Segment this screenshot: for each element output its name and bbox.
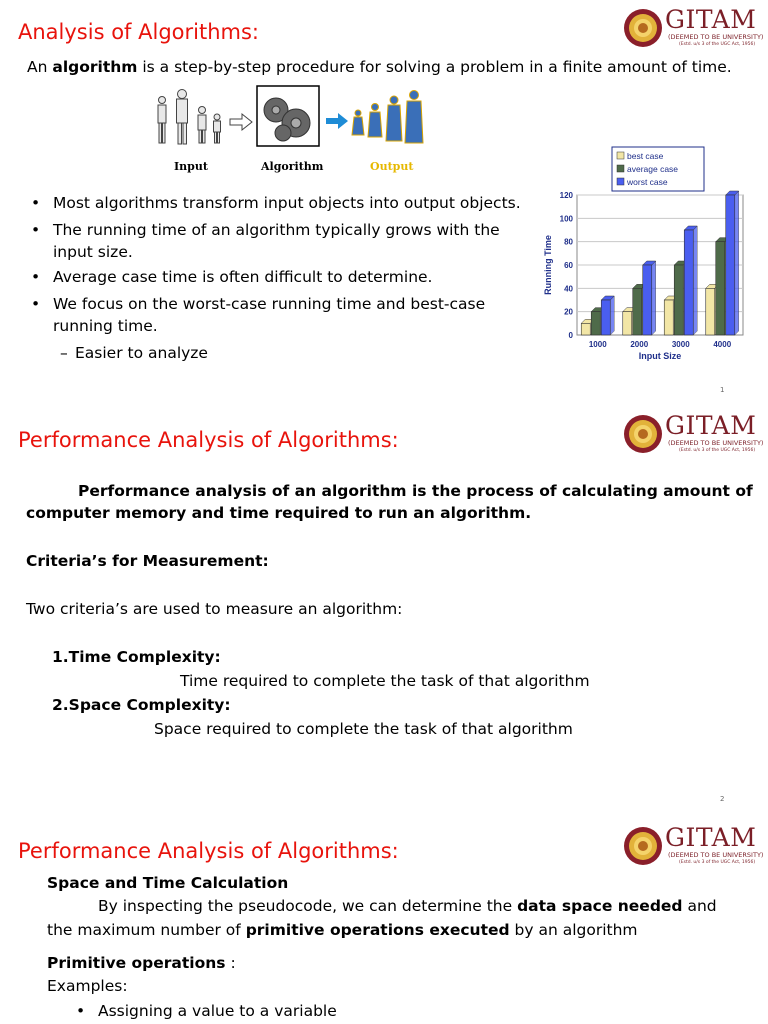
bullet-4: • We focus on the worst-case running time and best-case running time.	[31, 295, 486, 335]
example-bullet-1: • Assigning a value to a variable	[76, 1002, 337, 1020]
output-caption: Output	[370, 160, 414, 173]
slide-title: Performance Analysis of Algorithms:	[18, 839, 399, 863]
bar	[684, 230, 693, 335]
algorithm-caption: Algorithm	[261, 160, 324, 173]
definition-line-1: Performance analysis of an algorithm is the process of calculating amount of	[78, 482, 753, 500]
bullet-3: • Average case time is often difficult to determine.	[31, 268, 433, 286]
slide-2	[0, 400, 768, 810]
bullet-2: • The running time of an algorithm typically grows with the input size.	[31, 221, 500, 261]
bar	[726, 195, 735, 335]
legend-swatch	[617, 152, 624, 159]
criteria-intro: Two criteria’s are used to measure an algorithm:	[26, 600, 403, 618]
bar	[716, 242, 725, 335]
legend-label: average case	[627, 164, 679, 174]
gitam-seal-icon	[623, 414, 663, 454]
bar-side	[693, 226, 697, 335]
bar-side	[735, 191, 739, 335]
space-complexity-desc: Space required to complete the task of that algorithm	[154, 720, 573, 738]
x-tick-label: 4000	[713, 340, 732, 349]
definition-line-2: computer memory and time required to run an algorithm.	[26, 504, 532, 522]
y-tick-label: 0	[568, 331, 573, 340]
legend-swatch	[617, 165, 624, 172]
bar	[643, 265, 652, 335]
gitam-logo	[623, 823, 765, 872]
y-tick-label: 20	[564, 307, 573, 317]
time-complexity-title: 1.Time Complexity:	[52, 648, 221, 666]
bar	[591, 312, 600, 335]
x-tick-label: 1000	[588, 340, 607, 349]
gitam-logo	[623, 5, 765, 54]
gitam-seal-icon	[623, 826, 663, 866]
input-people-icon	[158, 90, 221, 145]
page-number: 1	[720, 386, 725, 394]
input-caption: Input	[174, 160, 208, 173]
output-people-icon	[352, 91, 423, 144]
slide-title: Performance Analysis of Algorithms:	[18, 428, 399, 452]
y-tick-label: 100	[559, 214, 573, 224]
bar	[581, 323, 590, 335]
legend-label: worst case	[627, 177, 668, 187]
bar	[674, 265, 683, 335]
term-algorithm: algorithm	[52, 58, 138, 76]
bar	[664, 300, 673, 335]
running-time-chart	[535, 143, 765, 373]
brand-name: GITAM	[665, 411, 757, 440]
brand-tagline: (DEEMED TO BE UNIVERSITY)	[668, 33, 764, 41]
section-heading: Space and Time Calculation	[47, 874, 289, 892]
bullet-1: • Most algorithms transform input objects into output objects.	[31, 194, 521, 212]
slide-title: Analysis of Algorithms:	[18, 20, 259, 44]
y-tick-label: 80	[564, 237, 573, 247]
legend-swatch	[617, 178, 624, 185]
y-tick-label: 60	[564, 261, 573, 270]
bar	[706, 288, 715, 335]
brand-tagline: (DEEMED TO BE UNIVERSITY)	[668, 439, 764, 447]
time-complexity-desc: Time required to complete the task of that algorithm	[180, 672, 590, 690]
brand-name: GITAM	[665, 5, 757, 34]
page-number: 2	[720, 795, 725, 803]
x-axis-label: Input Size	[638, 351, 682, 361]
bar	[623, 312, 632, 335]
arrow-right-icon	[230, 114, 252, 130]
brand-estd: (Estd. u/s 3 of the UGC Act, 1956)	[679, 448, 756, 453]
legend-label: best case	[627, 151, 664, 161]
intro-text: An algorithm is a step-by-step procedure for solving a problem in a finite amount of time.	[27, 58, 732, 76]
brand-estd: (Estd. u/s 3 of the UGC Act, 1956)	[679, 42, 756, 47]
brand-tagline: (DEEMED TO BE UNIVERSITY)	[668, 851, 764, 859]
space-complexity-title: 2.Space Complexity:	[52, 696, 231, 714]
bar-side	[610, 296, 614, 335]
algorithm-figure	[150, 85, 440, 150]
primitive-operations-heading: Primitive operations :	[47, 954, 236, 972]
x-tick-label: 3000	[671, 340, 690, 349]
sub-bullet: – Easier to analyze	[60, 344, 208, 362]
slide-3	[0, 810, 768, 1024]
x-tick-label: 2000	[630, 340, 649, 349]
examples-label: Examples:	[47, 977, 128, 995]
gitam-seal-icon	[623, 8, 663, 48]
paragraph-line-1: By inspecting the pseudocode, we can determine the data space needed and	[98, 897, 717, 915]
slide-1	[0, 0, 768, 400]
brand-name: GITAM	[665, 823, 757, 852]
brand-estd: (Estd. u/s 3 of the UGC Act, 1956)	[679, 860, 756, 865]
bar	[633, 288, 642, 335]
y-tick-label: 120	[559, 191, 573, 200]
criteria-heading: Criteria’s for Measurement:	[26, 552, 269, 570]
bar-side	[652, 261, 656, 335]
paragraph-line-2: the maximum number of primitive operations executed by an algorithm	[47, 921, 638, 939]
y-axis-label: Running Time	[543, 235, 553, 295]
y-tick-label: 40	[564, 284, 573, 294]
bar	[601, 300, 610, 335]
gitam-logo	[623, 411, 765, 460]
arrow-right-blue-icon	[326, 113, 348, 129]
